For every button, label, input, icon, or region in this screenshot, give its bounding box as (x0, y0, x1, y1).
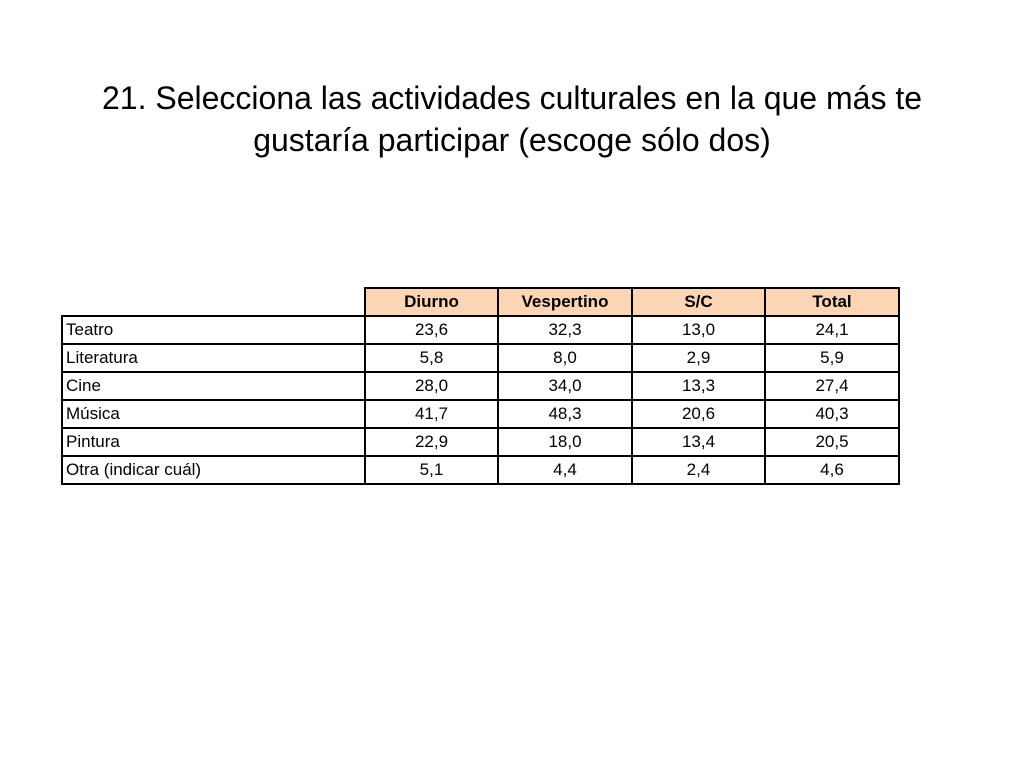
cell-sc: 20,6 (632, 400, 765, 428)
cell-vespertino: 48,3 (498, 400, 632, 428)
page-title (40, 77, 984, 161)
cell-sc: 13,0 (632, 316, 765, 344)
table-row (62, 456, 899, 484)
table-row (62, 400, 899, 428)
activities-table (61, 287, 900, 485)
cell-diurno: 5,8 (365, 344, 498, 372)
table-header-row (62, 288, 899, 316)
row-label: Cine (62, 372, 365, 400)
header-sc: S/C (632, 288, 765, 316)
table-row (62, 316, 899, 344)
cell-diurno: 41,7 (365, 400, 498, 428)
cell-sc: 2,4 (632, 456, 765, 484)
title-line-1: 21. Selecciona las actividades culturales en la que más te (101, 80, 923, 117)
cell-total: 24,1 (765, 316, 899, 344)
row-label: Otra (indicar cuál) (62, 456, 365, 484)
cell-vespertino: 34,0 (498, 372, 632, 400)
cell-vespertino: 8,0 (498, 344, 632, 372)
row-label: Literatura (62, 344, 365, 372)
title-line-2: gustaría participar (escoge sólo dos) (253, 122, 771, 159)
table-row (62, 344, 899, 372)
row-label: Teatro (62, 316, 365, 344)
table-row (62, 372, 899, 400)
cell-total: 27,4 (765, 372, 899, 400)
row-label: Música (62, 400, 365, 428)
header-blank-cell (62, 288, 365, 316)
cell-total: 40,3 (765, 400, 899, 428)
cell-sc: 13,4 (632, 428, 765, 456)
header-diurno: Diurno (365, 288, 498, 316)
cell-diurno: 28,0 (365, 372, 498, 400)
cell-vespertino: 18,0 (498, 428, 632, 456)
cell-sc: 2,9 (632, 344, 765, 372)
cell-diurno: 5,1 (365, 456, 498, 484)
table-row (62, 428, 899, 456)
header-vespertino: Vespertino (498, 288, 632, 316)
cell-total: 5,9 (765, 344, 899, 372)
cell-total: 20,5 (765, 428, 899, 456)
cell-diurno: 23,6 (365, 316, 498, 344)
row-label: Pintura (62, 428, 365, 456)
cell-vespertino: 4,4 (498, 456, 632, 484)
cell-sc: 13,3 (632, 372, 765, 400)
cell-total: 4,6 (765, 456, 899, 484)
cell-diurno: 22,9 (365, 428, 498, 456)
cell-vespertino: 32,3 (498, 316, 632, 344)
header-total: Total (765, 288, 899, 316)
